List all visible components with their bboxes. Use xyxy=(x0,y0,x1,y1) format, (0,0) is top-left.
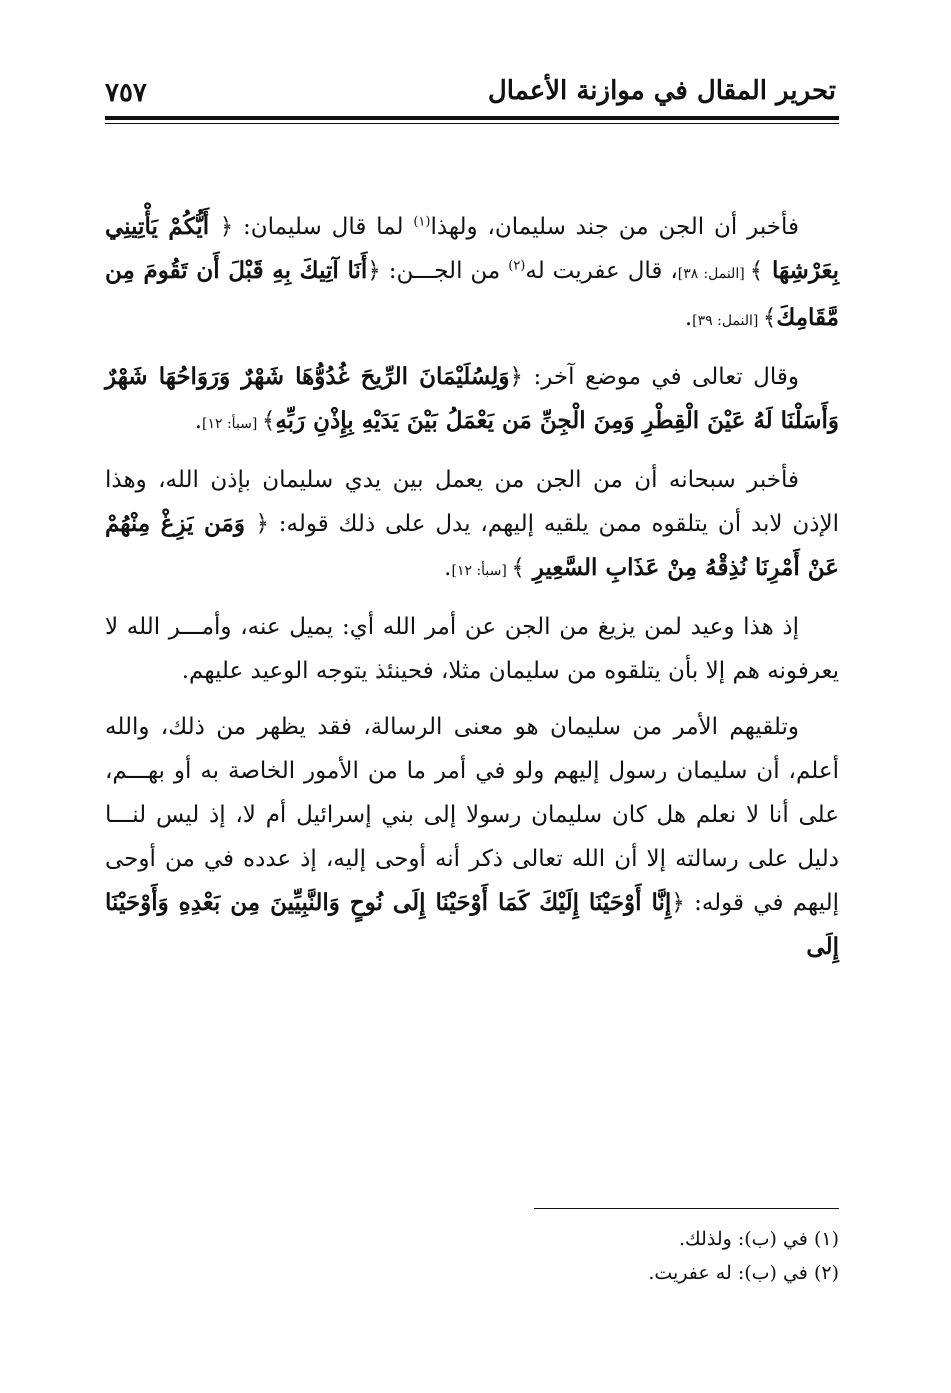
text-run: لما قال سليمان: xyxy=(233,214,414,240)
footnote-number: (٢) xyxy=(813,1262,839,1284)
text-run: . xyxy=(684,305,693,331)
quran-bracket-close: ﴾ xyxy=(749,258,764,284)
text-run: . xyxy=(194,408,202,434)
text-run: ، قال عفريت له xyxy=(525,258,678,284)
footnote-marker-2: (٢) xyxy=(508,258,526,274)
footnotes xyxy=(105,1222,839,1290)
body-text xyxy=(105,205,839,981)
quran-verse: أَنَا آتِيكَ بِهِ قَبْلَ أَن تَقُومَ مِن مَّقَامِكَ xyxy=(105,257,839,331)
footnote-1 xyxy=(105,1222,839,1256)
quran-verse: وَلِسُلَيْمَانَ الرِّيحَ غُدُوُّهَا شَهْرٌ وَرَوَاحُهَا شَهْرٌ وَأَسَلْنَا لَهُ عَيْنَ الْقِطْرِ وَمِنَ الْجِنِّ مَن يَعْمَلُ بَيْنَ يَدَيْهِ بِإِذْنِ رَبِّهِ xyxy=(105,363,839,434)
verse-reference: [سبأ: ١٢] xyxy=(202,416,262,432)
quran-bracket-open: ﴿ xyxy=(219,214,234,240)
quran-bracket-open: ﴿ xyxy=(509,364,523,390)
footnote-separator xyxy=(534,1208,839,1209)
footnote-marker-1: (١) xyxy=(413,214,431,230)
text-run: . xyxy=(444,555,452,581)
running-title: تحرير المقال في موازنة الأعمال xyxy=(487,76,836,106)
text-run: فأخبر سبحانه أن من الجن من يعمل بين يدي سليمان بإذن الله، وهذا الإذن لابد أن يتلقوه ممن يلقيه إليهم، يدل على ذلك قوله: xyxy=(105,467,839,537)
quran-verse: إِنَّا أَوْحَيْنَا إِلَيْكَ كَمَا أَوْحَيْنَا إِلَى نُوحٍ وَالنَّبِيِّينَ مِن بَعْدِهِ وَأَوْحَيْنَا إِلَى xyxy=(105,889,839,960)
quran-bracket-open: ﴿ xyxy=(255,511,269,537)
quran-bracket-open: ﴿ xyxy=(671,890,685,916)
paragraph-1 xyxy=(105,205,839,343)
paragraph-2 xyxy=(105,355,839,446)
header-rule-thick xyxy=(105,116,839,120)
text-run: إذ هذا وعيد لمن يزيغ من الجن عن أمر الله أي: يميل عنه، وأمـــر الله لا يعرفونه هم إلا بأن يتلقوه من سليمان مثلا، فحينئذ يتوجه الوعيد عليهم. xyxy=(105,614,839,684)
page-header xyxy=(105,70,836,110)
quran-bracket-close: ﴾ xyxy=(261,408,276,434)
footnote-2 xyxy=(105,1256,839,1290)
quran-bracket-open: ﴿ xyxy=(367,258,381,284)
text-run: وقال تعالى في موضع آخر: xyxy=(523,364,799,390)
footnote-text: في (ب): ولذلك. xyxy=(679,1228,808,1250)
text-run: فأخبر أن الجن من جند سليمان، ولهذا xyxy=(430,214,799,240)
quran-verse: أَيُّكُمْ يَأْتِينِي بِعَرْشِهَا xyxy=(105,213,840,284)
quran-verse: وَمَن يَزِغْ مِنْهُمْ عَنْ أَمْرِنَا نُذِقْهُ مِنْ عَذَابِ السَّعِيرِ xyxy=(105,510,839,581)
text-run: وتلقيهم الأمر من سليمان هو معنى الرسالة، فقد يظهر من ذلك، والله أعلم، أن سليمان رسول إليهم ولو في أمر ما من الأمور الخاصة به أو بهـــم، على أنا لا نعلم هل كان سليمان رسولا إلى بني إسرائيل أم لا، إذ ليس لنـــا دليل على رسالته إلا أن الله تعالى ذكر أنه أوحى إليه، إذ عدده في من أوحى إليهم في قوله: xyxy=(105,714,839,916)
paragraph-5 xyxy=(105,705,839,969)
text-run: من الجـــن: xyxy=(380,258,509,284)
page-number: ٧٥٧ xyxy=(105,78,147,108)
quran-bracket-close: ﴾ xyxy=(762,305,777,331)
paragraph-3 xyxy=(105,458,839,593)
footnote-number: (١) xyxy=(813,1228,839,1250)
verse-reference: [النمل: ٣٩] xyxy=(692,313,763,329)
header-rule-thin xyxy=(105,123,839,124)
verse-reference: [النمل: ٣٨] xyxy=(677,266,750,282)
verse-reference: [سبأ: ١٢] xyxy=(451,563,512,579)
paragraph-4 xyxy=(105,605,839,693)
quran-bracket-close: ﴾ xyxy=(511,555,525,581)
footnote-text: في (ب): له عفريت. xyxy=(648,1262,808,1284)
